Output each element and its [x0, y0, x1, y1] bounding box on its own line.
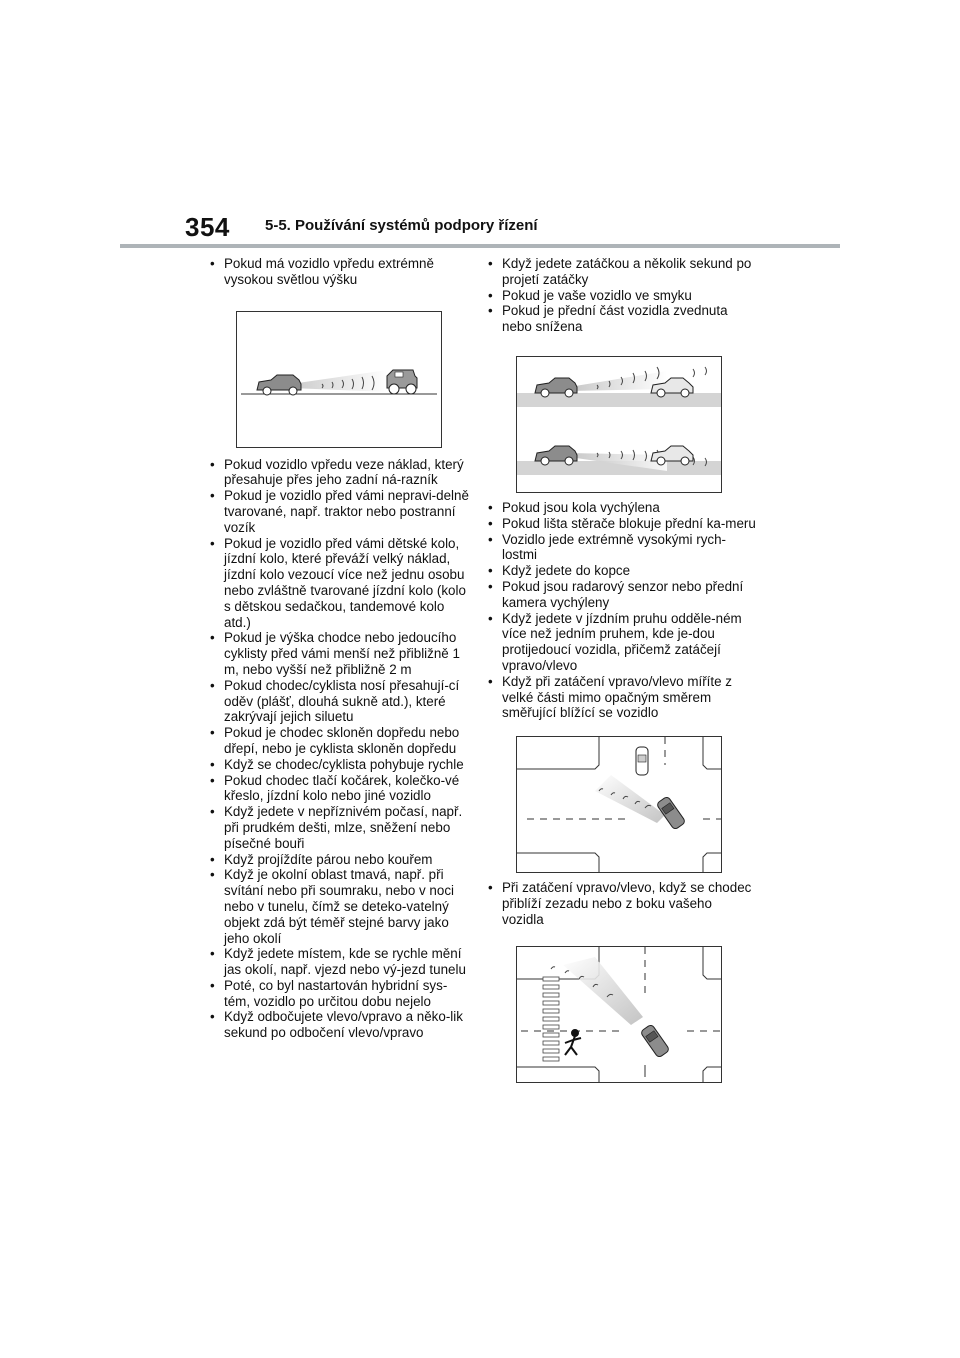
list-item: • Pokud je přední část vozidla zvednuta nebo snížena [486, 303, 756, 335]
list-item: • Poté, co byl nastartován hybridní sys-tém, vozidlo po určitou dobu nejelo [208, 978, 470, 1010]
list-item: • Když se chodec/cyklista pohybuje rychle [208, 757, 470, 773]
right-column [486, 256, 756, 1083]
list-item: • Pokud je vaše vozidlo ve smyku [486, 288, 756, 304]
list-item: • Pokud jsou kola vychýlena [486, 500, 756, 516]
bullet-list-2 [486, 500, 756, 721]
list-item: • Při zatáčení vpravo/vlevo, když se chodec přiblíží zezadu nebo z boku vašeho vozidla [486, 880, 756, 927]
illustration-high-clearance-vehicle [236, 311, 442, 448]
list-item: • Když odbočujete vlevo/vpravo a něko-lik sekund po odbočení vlevo/vpravo [208, 1009, 470, 1041]
illustration-turning-oncoming-vehicle [516, 736, 722, 873]
list-item: • Když jedete v nepříznivém počasí, např. při prudkém dešti, mlze, sněžení nebo písečné bouři [208, 804, 470, 851]
bullet-list-1 [486, 256, 756, 335]
bullet-list-bottom [208, 457, 470, 1041]
list-item: • Pokud chodec tlačí kočárek, kolečko-vé křeslo, jízdní kolo nebo jiné vozidlo [208, 773, 470, 805]
list-item: • Pokud lišta stěrače blokuje přední ka-meru [486, 516, 756, 532]
list-item: • Když jedete místem, kde se rychle mění jas okolí, např. vjezd nebo vý-jezd tunelu [208, 946, 470, 978]
list-item: • Pokud je chodec skloněn dopředu nebo dřepí, nebo je cyklista skloněn dopředu [208, 725, 470, 757]
list-item: • Pokud jsou radarový senzor nebo přední kamera vychýleny [486, 579, 756, 611]
left-column [208, 256, 470, 1041]
header-rule [120, 244, 840, 248]
page-number: 354 [185, 212, 230, 242]
illustration-front-raised-lowered [516, 356, 722, 493]
list-item: • Pokud chodec/cyklista nosí přesahují-cí oděv (plášť, dlouhá sukně atd.), které zakrývají jejich siluetu [208, 678, 470, 725]
list-item: • Pokud vozidlo vpředu veze náklad, který přesahuje přes jeho zadní ná-razník [208, 457, 470, 489]
list-item: • Pokud je výška chodce nebo jedoucího cyklisty před vámi menší než přibližně 1 m, nebo vyšší než přibližně 2 m [208, 630, 470, 677]
list-item: • Pokud je vozidlo před vámi dětské kolo, jízdní kolo, které převáží velký náklad, jízdní kolo vezoucí více než jednu osobu nebo zvláštně tvarované jízdní kolo (kolo s dětskou sedačkou, tandemové kolo atd.) [208, 536, 470, 631]
list-item: • Když je okolní oblast tmavá, např. při svítání nebo při soumraku, nebo v noci nebo v tunelu, čímž se deteko-vatelný objekt zdá být téměř stejné barvy jako jeho okolí [208, 867, 470, 946]
list-item: • Když při zatáčení vpravo/vlevo míříte z velké části mimo opačným směrem směřující blížící se vozidlo [486, 674, 756, 721]
section-title: 5-5. Používání systémů podpory řízení [265, 217, 538, 234]
list-item: • Když jedete zatáčkou a několik sekund po projetí zatáčky [486, 256, 756, 288]
list-item: • Pokud je vozidlo před vámi nepravi-delně tvarované, např. traktor nebo postranní vozík [208, 488, 470, 535]
list-item: • Vozidlo jede extrémně vysokými rych-lostmi [486, 532, 756, 564]
bullet-list-3 [486, 880, 756, 927]
list-item: • Když jedete do kopce [486, 563, 756, 579]
list-item: • Když projíždíte párou nebo kouřem [208, 852, 470, 868]
list-item: • Když jedete v jízdním pruhu odděle-ném více než jedním pruhem, kde je-dou protijedoucí vozidla, přičemž zatáčejí vpravo/vlevo [486, 611, 756, 674]
illustration-turning-pedestrian [516, 946, 722, 1083]
list-item: • Pokud má vozidlo vpředu extrémně vysokou světlou výšku [208, 256, 470, 288]
bullet-list-top [208, 256, 470, 288]
